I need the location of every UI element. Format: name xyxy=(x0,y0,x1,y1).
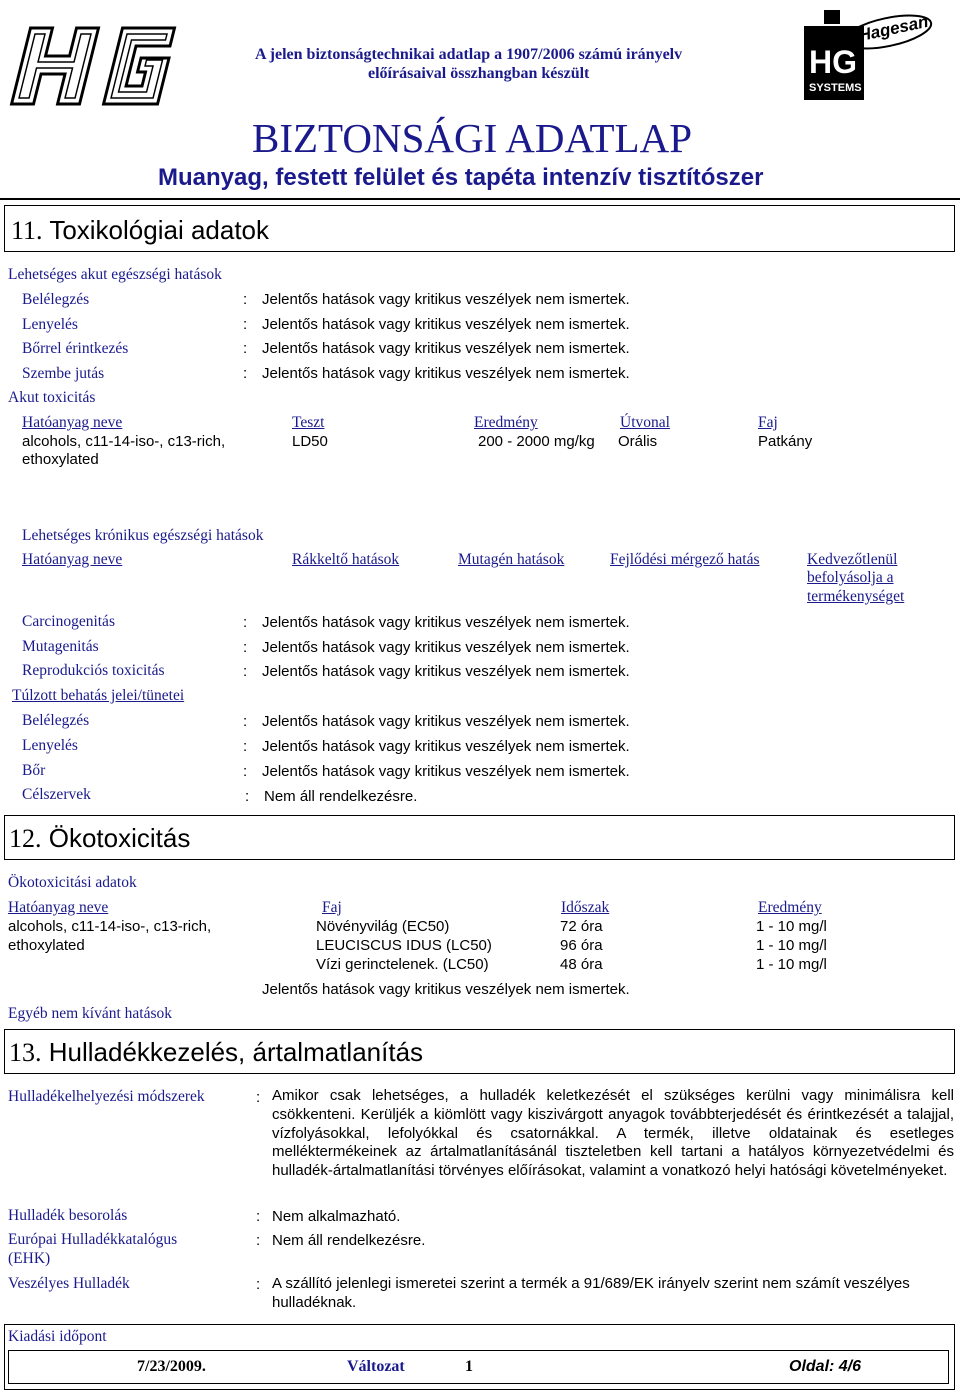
colon: : xyxy=(243,614,248,631)
header-divider xyxy=(0,198,960,200)
eco-period: 72 óra xyxy=(560,918,603,935)
section-12-number: 12. xyxy=(9,824,42,853)
eco-header-species: Faj xyxy=(322,899,342,916)
colon: : xyxy=(256,1089,261,1106)
tox-header-test: Teszt xyxy=(292,414,325,431)
hazardous-waste-label: Veszélyes Hulladék xyxy=(8,1275,130,1292)
disposal-label: Hulladékelhelyezési módszerek xyxy=(8,1088,205,1105)
hg-systems-badge xyxy=(800,6,940,102)
product-name: Muanyag, festett felület és tapéta intenzív tisztítószer xyxy=(158,164,764,191)
eco-result: 1 - 10 mg/l xyxy=(756,918,827,935)
acute-label: Lenyelés xyxy=(22,316,78,333)
colon: : xyxy=(243,291,248,308)
colon: : xyxy=(256,1208,261,1225)
other-adverse-effects-label: Egyéb nem kívánt hatások xyxy=(8,1005,172,1022)
disposal-text: Amikor csak lehetséges, a hulladék keletkezését el szükséges kerülni vagy minimálisra kell csökkenteni. Kerüljék a kiömlött vagy kiszivárgott anyagok továbbterjedését és érintkezését a talajjal, vízfolyásokkal, lefolyókkal és csatornákkal. A termék, illetve oldatainak és esetleges melléktermékeinek az ártalmatlanításánál tiszteletben kell tartani a hatályos környezetvédelmi és hulladék-ártalmatlanítási törvényes előírásokat, valamint a vonatkozó helyi hatósági követelményeket. xyxy=(272,1087,954,1180)
chronic-header-fertility-3: termékenységet xyxy=(807,588,905,605)
tox-substance-name-cont: ethoxylated xyxy=(22,451,99,468)
eco-header-name: Hatóanyag neve xyxy=(8,899,109,916)
ewc-label: Európai Hulladékkatalógus xyxy=(8,1231,178,1248)
eco-substance-name: alcohols, c11-14-iso-, c13-rich, xyxy=(8,918,212,935)
section-13-number: 13. xyxy=(9,1038,42,1067)
chronic-effects-title: Lehetséges krónikus egészségi hatások xyxy=(22,527,264,544)
issue-date-label: Kiadási időpont xyxy=(8,1328,107,1345)
eco-header-result: Eredmény xyxy=(758,899,822,916)
tox-test: LD50 xyxy=(292,433,328,450)
tox-header-species: Faj xyxy=(758,414,778,431)
tox-species: Patkány xyxy=(758,433,813,450)
chronic-label: Carcinogenitás xyxy=(22,613,115,630)
chronic-header-fertility: Kedvezőtlenül xyxy=(807,551,898,568)
overexposure-label: Bőr xyxy=(22,762,46,779)
tox-substance-name: alcohols, c11-14-iso-, c13-rich, xyxy=(22,433,226,450)
acute-toxicity-title: Akut toxicitás xyxy=(8,389,96,406)
tox-header-route: Útvonal xyxy=(620,414,670,431)
directive-line-1: A jelen biztonságtechnikai adatlap a 1907/2006 számú irányelv xyxy=(255,46,683,63)
acute-value: Jelentős hatások vagy kritikus veszélyek nem ismertek. xyxy=(262,316,630,333)
page-number: Oldal: 4/6 xyxy=(789,1358,862,1375)
colon: : xyxy=(245,788,250,805)
hg-logo-icon xyxy=(4,22,184,110)
waste-classification-value: Nem alkalmazható. xyxy=(272,1208,401,1225)
eco-period: 48 óra xyxy=(560,956,603,973)
colon: : xyxy=(256,1276,261,1293)
colon: : xyxy=(243,639,248,656)
badge-hg-text: HG xyxy=(809,44,857,80)
chronic-value: Jelentős hatások vagy kritikus veszélyek nem ismertek. xyxy=(262,639,630,656)
chronic-header-fertility-2: befolyásolja a xyxy=(807,569,894,586)
version-label: Változat xyxy=(347,1358,405,1375)
chronic-value: Jelentős hatások vagy kritikus veszélyek nem ismertek. xyxy=(262,663,630,680)
eco-substance-name-cont: ethoxylated xyxy=(8,937,85,954)
overexposure-value: Jelentős hatások vagy kritikus veszélyek nem ismertek. xyxy=(262,713,630,730)
acute-label: Belélegzés xyxy=(22,291,90,308)
eco-other-note: Jelentős hatások vagy kritikus veszélyek nem ismertek. xyxy=(262,981,630,998)
section-12-title: Ökotoxicitás xyxy=(48,823,191,853)
tox-result: 200 - 2000 mg/kg xyxy=(478,433,595,450)
section-13-title: Hulladékkezelés, ártalmatlanítás xyxy=(48,1037,424,1067)
section-11-title: Toxikológiai adatok xyxy=(49,215,270,245)
eco-result: 1 - 10 mg/l xyxy=(756,937,827,954)
chronic-header-carcinogenic: Rákkeltő hatások xyxy=(292,551,400,568)
acute-value: Jelentős hatások vagy kritikus veszélyek nem ismertek. xyxy=(262,340,630,357)
eco-species: Vízi gerinctelenek. (LC50) xyxy=(316,956,489,973)
tox-header-name: Hatóanyag neve xyxy=(22,414,123,431)
chronic-header-developmental: Fejlődési mérgező hatás xyxy=(610,551,760,568)
section-11-header xyxy=(4,205,955,252)
waste-classification-label: Hulladék besorolás xyxy=(8,1207,128,1224)
tox-route: Orális xyxy=(618,433,658,450)
acute-label: Bőrrel érintkezés xyxy=(22,340,129,357)
chronic-header-mutagenic: Mutagén hatások xyxy=(458,551,565,568)
chronic-header-name: Hatóanyag neve xyxy=(22,551,123,568)
badge-systems-text: SYSTEMS xyxy=(809,82,862,94)
tox-header-result: Eredmény xyxy=(474,414,538,431)
section-12-header xyxy=(4,815,955,860)
document-title: BIZTONSÁGI ADATLAP xyxy=(252,115,693,161)
colon: : xyxy=(243,365,248,382)
directive-line-2: előírásaival összhangban készült xyxy=(368,65,590,82)
eco-species: LEUCISCUS IDUS (LC50) xyxy=(316,937,492,954)
overexposure-value: Nem áll rendelkezésre. xyxy=(264,788,418,805)
colon: : xyxy=(243,738,248,755)
chronic-label: Reprodukciós toxicitás xyxy=(22,662,165,679)
acute-effects-title: Lehetséges akut egészségi hatások xyxy=(8,266,222,283)
colon: : xyxy=(256,1232,261,1249)
hg-logo xyxy=(4,22,184,110)
eco-result: 1 - 10 mg/l xyxy=(756,956,827,973)
overexposure-label: Belélegzés xyxy=(22,712,90,729)
overexposure-value: Jelentős hatások vagy kritikus veszélyek nem ismertek. xyxy=(262,738,630,755)
overexposure-label: Célszervek xyxy=(22,786,91,803)
eco-species: Növényvilág (EC50) xyxy=(316,918,450,935)
colon: : xyxy=(243,763,248,780)
overexposure-label: Lenyelés xyxy=(22,737,78,754)
chronic-label: Mutagenitás xyxy=(22,638,99,655)
eco-header-period: Időszak xyxy=(561,899,610,916)
overexposure-title: Túlzott behatás jelei/tünetei xyxy=(12,687,185,704)
overexposure-value: Jelentős hatások vagy kritikus veszélyek nem ismertek. xyxy=(262,763,630,780)
hazardous-waste-value: A szállító jelenlegi ismeretei szerint a termék a 91/689/EK irányelv szerint nem számít veszélyes hulladéknak. xyxy=(272,1275,910,1311)
version-value: 1 xyxy=(465,1358,473,1375)
colon: : xyxy=(243,340,248,357)
eco-period: 96 óra xyxy=(560,937,603,954)
ecotox-data-title: Ökotoxicitási adatok xyxy=(8,874,137,891)
badge-brand-text: Hagesan xyxy=(856,11,930,46)
colon: : xyxy=(243,663,248,680)
acute-value: Jelentős hatások vagy kritikus veszélyek nem ismertek. xyxy=(262,365,630,382)
acute-value: Jelentős hatások vagy kritikus veszélyek nem ismertek. xyxy=(262,291,630,308)
acute-label: Szembe jutás xyxy=(22,365,105,382)
colon: : xyxy=(243,316,248,333)
ewc-label-cont: (EHK) xyxy=(8,1250,51,1267)
chronic-value: Jelentős hatások vagy kritikus veszélyek nem ismertek. xyxy=(262,614,630,631)
issue-date: 7/23/2009. xyxy=(137,1358,206,1375)
section-11-number: 11. xyxy=(11,216,43,245)
ewc-value: Nem áll rendelkezésre. xyxy=(272,1232,426,1249)
footer-info-box xyxy=(8,1350,949,1384)
colon: : xyxy=(243,713,248,730)
section-13-header xyxy=(4,1029,955,1074)
